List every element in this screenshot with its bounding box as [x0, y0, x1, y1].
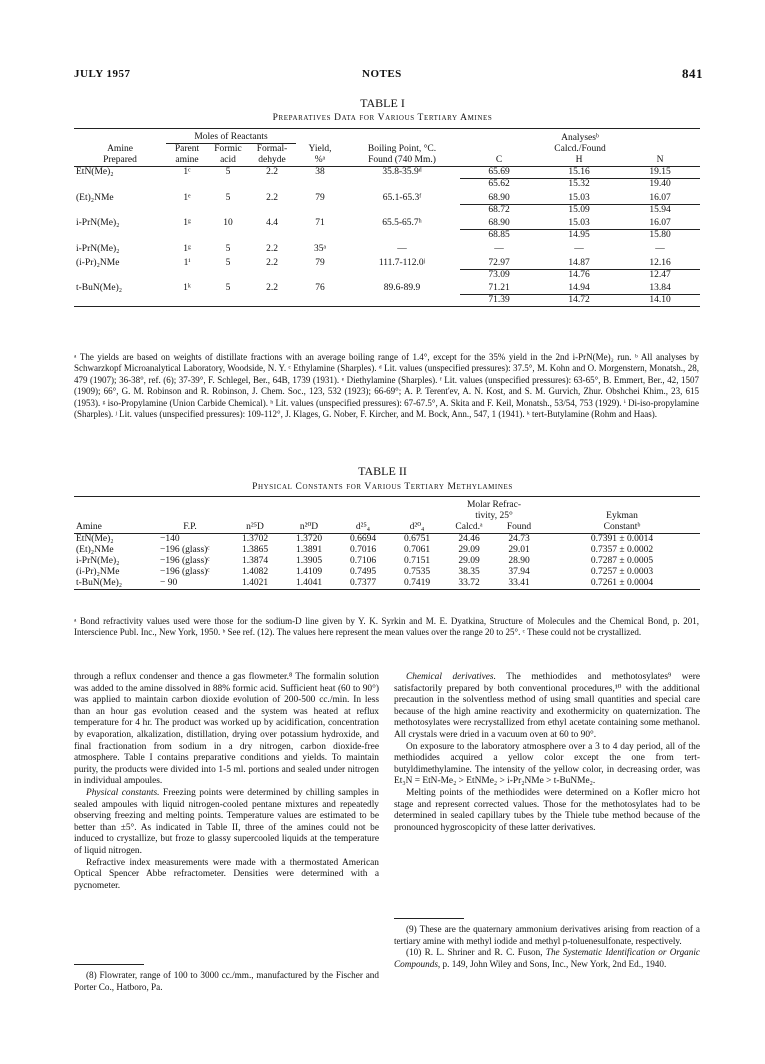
- table1-cell-bp: 65.5-65.7ʰ: [382, 218, 422, 228]
- table2-cell-d20: 0.7419: [403, 578, 431, 588]
- table2-row: [74, 534, 700, 546]
- table1-cell-formal: 2.2: [266, 192, 278, 203]
- table1-cell-bp: [344, 204, 460, 218]
- table2-header-calcd: Calcd.ᵃ: [455, 522, 483, 532]
- table1-header-formal-1: Formal-: [256, 144, 288, 154]
- table1-cell-h: 15.16: [538, 167, 620, 179]
- table1-footnotes: ᵃ The yields are based on weights of distillate fractions with an average boiling range of 1.4°, except for the 35% yield in the 2nd i-PrN(Me)₂ run. ᵇ All analyses by Schwarzkopf Microanalytical Laboratory, Woodside, N. Y. ᶜ Ethylamine (Sharples). ᵈ Lit. values (unspecified pressures): 37.5°, M. Kohn and O. Morgenstern, Monatsh., 28, 479 (1907); 36-38°, ref. (6); 37-39°, F. Schlegel, Ber., 64B, 1739 (1931). ᵉ Diethylamine (Sharples). ᶠ Lit. values (unspecified pressures): 63-65°, B. Emmert, Ber., 42, 1507 (1909); 66°, G. M. Robinson and R. Robinson, J. Chem. Soc., 123, 532 (1923); 66-69°; A. P. Terent'ev, A. N. Kost, and S. M. Gurvich, Zhur. Obshchei Khim., 23, 615 (1953). ᵍ iso-Propylamine (Union Carbide Chemical). ʰ Lit. values (unspecified pressures): 67-67.5°, A. Skita and F. Keil, Monatsh., 53/54, 753 (1929). ⁱ Di-iso-propylamine (Sharples). ʲ Lit. values (unspecified pressures): 109-112°, J. Klages, G. Nober, F. Kircher, and M. Bock, Ann., 547, 1 (1941). ᵏ tert-Butylamine (Rohm and Haas).: [74, 352, 699, 420]
- table2-cell-found: 37.94: [508, 567, 530, 577]
- table1-cell-amine: (i-Pr)₂NMe: [76, 257, 120, 268]
- table1-cell-formic: [208, 179, 248, 193]
- table2-cell-amine: EtN(Me)₂: [76, 534, 114, 544]
- table1-header-amine-2: Prepared: [103, 155, 137, 165]
- table1-header-formic-2: acid: [220, 155, 236, 165]
- table1-cell-parent: 1ᵍ: [183, 218, 191, 228]
- table1-cell-parent: [166, 269, 208, 283]
- table2-title: TABLE II: [358, 464, 407, 478]
- table1-cell-n: 16.07: [620, 193, 700, 205]
- table2-cell-amine: (Et)₂NMe: [76, 545, 114, 555]
- table1-row: [74, 295, 700, 307]
- table2-cell-d20: 0.7061: [403, 545, 431, 555]
- table1: [74, 128, 700, 307]
- table1-row: [74, 193, 700, 205]
- table2-header-d25: d²⁵₄: [355, 522, 371, 532]
- table1-cell-c: 68.90: [460, 218, 538, 230]
- table2-cell-n25: 1.3702: [241, 534, 269, 544]
- left-paragraph-2-heading: Physical constants.: [86, 787, 160, 798]
- table1-cell-yield: [296, 179, 344, 193]
- table1-cell-c: —: [494, 243, 504, 254]
- table2-cell-n20: 1.4041: [295, 578, 323, 588]
- table1-cell-n: 16.07: [620, 218, 700, 230]
- right-paragraph-1-text: The methiodides and methotosylates⁹ were satisfactorily prepared by both conventional procedures,¹⁰ with the additional precaution in the solventless method of using small quantities and special care because of the high amine reactivity and exothermicity on quaternization. The methotosylates were recrystallized from ethyl acetate containing some methanol. All crystals were dried in a vacuum oven at 60 to 90°.: [394, 672, 700, 740]
- table1-cell-yield: 38: [315, 167, 325, 177]
- table1-header-bp-1: Boiling Point, °C.: [367, 144, 437, 154]
- table1-header-yield-1: Yield,: [308, 144, 332, 154]
- table1-cell-formic: 5: [225, 283, 231, 293]
- table1-cell-parent: [166, 295, 208, 307]
- table2-cell-found: 28.90: [508, 556, 530, 566]
- table1-cell-c: 72.97: [460, 258, 538, 270]
- table1-cell-bp: [344, 179, 460, 193]
- table2-cell-eykman: 0.7261 ± 0.0004: [590, 578, 654, 588]
- table2-cell-d25: 0.7377: [349, 578, 377, 588]
- table1-cell-formal: [248, 269, 296, 283]
- table1-cell-bp: —: [397, 243, 407, 254]
- left-column: [74, 672, 379, 892]
- table2-cell-d25: 0.7106: [349, 556, 377, 566]
- table1-cell-parent: 1ᵏ: [183, 283, 191, 293]
- page-number: 841: [682, 66, 703, 81]
- table2-row: [74, 567, 700, 578]
- table2-cell-found: 29.01: [508, 545, 530, 555]
- table1-cell-amine: i-PrN(Me)₂: [76, 243, 120, 254]
- table2-cell-n25: 1.4082: [241, 567, 269, 577]
- footnote-10-b: , p. 149, John Wiley and Sons, Inc., New York, 2nd Ed., 1940.: [437, 958, 667, 969]
- table2-header-n20: n²⁰D: [299, 522, 319, 532]
- table2-cell-calcd: 29.09: [458, 545, 480, 555]
- table1-cell-amine: [74, 230, 166, 244]
- table2-footnotes: ᵃ Bond refractivity values used were those for the sodium-D line given by Y. K. Syrkin and M. E. Dyatkina, Structure of Molecules and the Chemical Bond, p. 201, Interscience Publ. Inc., New York, 1950. ᵇ See ref. (12). The values here represent the mean values over the range 20 to 25°. ᶜ These could not be crystallized.: [74, 616, 699, 638]
- table1-row: [74, 230, 700, 244]
- table1-cell-h: 14.76: [568, 269, 590, 280]
- left-paragraph-2: [74, 788, 379, 858]
- right-footnotes: [394, 924, 700, 970]
- table1-cell-h: 14.72: [568, 295, 590, 305]
- table1-cell-amine: i-PrN(Me)₂: [76, 218, 120, 228]
- table1-cell-yield: 76: [315, 283, 325, 293]
- left-paragraph-1: through a reflux condenser and thence a gas flowmeter.⁸ The formalin solution was added to the amine dissolved in 88% formic acid. Sufficient heat (60 to 90°) was applied to maintain carbon dioxide evolution of 200-500 cc./min. In less than an hour gas evolution ceased and the system was heated at reflux temperature for 4 hr. The product was worked up by acidification, concentration by evaporation, alkalization, distillation, drying over potassium hydroxide, and final fractionation from sodium in a dry nitrogen, carbon dioxide-free atmosphere. Table I contains preparative conditions and yields. To maintain purity, the products were divided into 1-5 ml. portions and sealed under nitrogen in individual ampoules.: [74, 672, 379, 787]
- table1-cell-h: 15.03: [538, 193, 620, 205]
- table1-row: [74, 218, 700, 230]
- table1-cell-amine: [74, 204, 166, 218]
- table1-cell-amine: [74, 295, 166, 307]
- footnote-10-title: The Systematic Identification or Organic Compounds: [394, 947, 700, 969]
- table1-cell-n: —: [655, 243, 665, 254]
- table2-cell-n25: 1.4021: [241, 578, 269, 588]
- table1-header-moles: Moles of Reactants: [166, 129, 296, 144]
- table1-cell-h: 14.95: [568, 230, 590, 240]
- table2-header-n25: n²⁵D: [246, 522, 264, 532]
- table2-cell-d25: 0.6694: [349, 534, 377, 544]
- table1-cell-formal: 2.2: [266, 167, 278, 177]
- table1-cell-h: 14.94: [538, 283, 620, 295]
- table1-cell-amine: [74, 179, 166, 193]
- table1-header-analyses: Analysesᵇ: [561, 132, 599, 143]
- table1-cell-n: 15.80: [649, 230, 671, 240]
- table1-cell-amine: EtN(Me)₂: [76, 167, 114, 177]
- right-paragraph-3: Melting points of the methiodides were determined on a Kofler micro hot stage and represent corrected values. Those for the methotosylates had to be determined in sealed capillary tubes by the Thiele tube method because of the pronounced hygroscopicity of these latter derivatives.: [394, 787, 700, 833]
- table1-cell-yield: 79: [315, 192, 325, 203]
- table2-cell-fp: −196 (glass)ᶜ: [160, 567, 210, 577]
- table2-cell-d25: 0.7495: [349, 567, 377, 577]
- table2-cell-eykman: 0.7287 ± 0.0005: [590, 556, 654, 566]
- footnote-10: [394, 947, 700, 970]
- table1-cell-formic: 5: [225, 192, 231, 203]
- table1-cell-yield: 35ᵃ: [313, 243, 327, 254]
- table2-cell-n20: 1.4109: [295, 567, 323, 577]
- table2-cell-d20: 0.6751: [403, 534, 431, 544]
- table1-cell-c: 68.85: [488, 230, 510, 240]
- table1-cell-n: 12.47: [649, 269, 671, 280]
- table1-row: [74, 167, 700, 179]
- table1-header-formal-2: dehyde: [258, 155, 286, 165]
- table1-cell-formic: 5: [225, 167, 231, 177]
- table1-header-formic-1: Formic: [214, 144, 242, 154]
- table2-cell-fp: −140: [160, 534, 180, 544]
- table1-cell-n: 13.84: [620, 283, 700, 295]
- table2-cell-amine: (i-Pr)₂NMe: [76, 567, 120, 577]
- table2-cell-d25: 0.7016: [349, 545, 377, 555]
- table2-cell-eykman: 0.7357 ± 0.0002: [590, 545, 654, 555]
- table1-header-parent-2: amine: [175, 155, 199, 165]
- table1-cell-formal: [248, 204, 296, 218]
- table1-header-c: C: [495, 155, 503, 165]
- table1-row: [74, 204, 700, 218]
- table2-cell-d20: 0.7535: [403, 567, 431, 577]
- table1-cell-n: 15.94: [649, 204, 671, 215]
- table1-cell-c: 71.21: [460, 283, 538, 295]
- table1-cell-bp: 65.1-65.3ᶠ: [382, 192, 422, 203]
- table1-cell-n: 12.16: [620, 258, 700, 270]
- table1-cell-amine: (Et)₂NMe: [76, 192, 114, 203]
- table2-caption: Physical Constants for Various Tertiary Methylamines: [252, 482, 513, 492]
- table2-cell-calcd: 24.46: [458, 534, 480, 544]
- table1-cell-yield: [296, 230, 344, 244]
- table1-cell-formal: [248, 179, 296, 193]
- running-head-date: JULY 1957: [74, 68, 131, 80]
- footnote-rule-right: [394, 918, 464, 919]
- table1-title: TABLE I: [360, 96, 405, 110]
- table2-cell-calcd: 29.09: [458, 556, 480, 566]
- table2-cell-n20: 1.3891: [295, 545, 323, 555]
- table1-cell-yield: [296, 269, 344, 283]
- table1-cell-bp: 89.6-89.9: [383, 283, 421, 293]
- table1-cell-h: 15.03: [538, 218, 620, 230]
- table2-header-amine: Amine: [76, 522, 102, 532]
- table1-cell-amine: [74, 269, 166, 283]
- table2-row: [74, 556, 700, 567]
- table2-cell-calcd: 33.72: [458, 578, 480, 588]
- table2: [74, 496, 700, 590]
- table2-cell-fp: −196 (glass)ᶜ: [160, 545, 210, 555]
- table1-cell-formal: 2.2: [266, 283, 278, 293]
- table1-header-n: N: [656, 155, 664, 165]
- table2-header-molar-1: Molar Refrac-: [466, 500, 522, 510]
- right-column: [394, 672, 700, 834]
- table1-cell-formic: [208, 230, 248, 244]
- table1-cell-formal: 2.2: [266, 243, 278, 254]
- table1-header-yield-2: %ᵃ: [314, 155, 326, 165]
- table1-cell-n: 19.40: [649, 179, 671, 189]
- table1-cell-c: 68.90: [460, 193, 538, 205]
- table1-cell-yield: 71: [315, 218, 325, 228]
- table2-header-molar-2: tivity, 25°: [475, 511, 513, 521]
- table1-row: [74, 179, 700, 193]
- table1-cell-formic: [208, 295, 248, 307]
- table1-cell-bp: [344, 230, 460, 244]
- table2-cell-found: 24.73: [508, 534, 530, 544]
- table2-cell-n25: 1.3865: [241, 545, 269, 555]
- table1-header-bp-2: Found (740 Mm.): [368, 155, 436, 165]
- table1-row: [74, 258, 700, 270]
- table2-header-eykman-2: Constantᵇ: [603, 522, 641, 532]
- table2-row: [74, 545, 700, 556]
- table2-cell-d20: 0.7151: [403, 556, 431, 566]
- table1-cell-parent: 1ᵉ: [183, 192, 191, 203]
- footnote-10-a: (10) R. L. Shriner and R. C. Fuson,: [406, 947, 546, 958]
- footnote-rule-left: [74, 964, 144, 965]
- table1-cell-parent: [166, 230, 208, 244]
- table1-cell-h: 15.09: [568, 204, 590, 215]
- table2-header-fp: F.P.: [183, 522, 197, 532]
- table1-cell-formic: [208, 269, 248, 283]
- right-paragraph-2: On exposure to the laboratory atmosphere over a 3 to 4 day period, all of the methiodides acquired a yellow color except the one from tert-butyldimethylamine. The intensity of the yellow color, in decreasing order, was Et₃N = EtN-Me₂ > EtNMe₂ > i-Pr₂NMe > t-BuNMe₂.: [394, 741, 700, 787]
- table1-cell-c: 65.69: [460, 167, 538, 179]
- table2-cell-amine: t-BuN(Me)₂: [76, 578, 123, 588]
- table2-header-d20: d²⁰₄: [409, 522, 425, 532]
- table1-cell-bp: 35.8-35.9ᵈ: [382, 167, 422, 177]
- left-paragraph-3: Refractive index measurements were made with a thermostated American Optical Spencer Abbe refractometer. Densities were determined with a pycnometer.: [74, 857, 379, 891]
- table2-cell-eykman: 0.7257 ± 0.0003: [590, 567, 654, 577]
- left-paragraph-2-text: Freezing points were determined by chilling samples in sealed ampoules with liquid nitrogen-cooled pentane mixtures and repeatedly observing freezing and melting points. Temperature values are estimated to be better than ±5°. As indicated in Table II, three of the amines could not be induced to crystallize, but froze to glassy supercooled liquids at the temperature of liquid nitrogen.: [74, 787, 379, 856]
- table1-header-parent-1: Parent: [174, 144, 200, 154]
- table1-cell-formic: 5: [225, 257, 231, 268]
- table1-cell-n: 19.15: [620, 167, 700, 179]
- right-paragraph-1: [394, 672, 700, 742]
- table1-cell-c: 68.72: [488, 204, 510, 215]
- table1-cell-formal: [248, 295, 296, 307]
- table2-cell-n20: 1.3720: [295, 534, 323, 544]
- table2-cell-fp: −196 (glass)ᶜ: [160, 556, 210, 566]
- table2-cell-n25: 1.3874: [241, 556, 269, 566]
- table1-cell-amine: t-BuN(Me)₂: [76, 283, 123, 293]
- table1-cell-h: 14.87: [538, 258, 620, 270]
- table1-caption: Preparatives Data for Various Tertiary Amines: [272, 113, 493, 123]
- footnote-8: (8) Flowrater, range of 100 to 3000 cc./mm., manufactured by the Fischer and Porter Co., Hatboro, Pa.: [74, 970, 379, 992]
- table1-cell-yield: [296, 295, 344, 307]
- footnote-9: (9) These are the quaternary ammonium derivatives arising from reaction of a tertiary amine with methyl iodide and methyl p-toluenesulfonate, respectively.: [394, 924, 700, 946]
- table2-row: [74, 578, 700, 590]
- table1-row: [74, 269, 700, 283]
- table1-cell-formic: [208, 204, 248, 218]
- table2-cell-n20: 1.3905: [295, 556, 323, 566]
- table1-cell-parent: 1ᶜ: [183, 167, 191, 177]
- table2-header-eykman-1: Eykman: [606, 511, 638, 521]
- table2-header-found: Found: [506, 522, 532, 532]
- table1-cell-n: 14.10: [649, 295, 671, 305]
- table1-cell-h: —: [574, 243, 584, 254]
- table1-cell-formal: [248, 230, 296, 244]
- running-head-section: NOTES: [362, 68, 402, 80]
- table1-cell-formic: 5: [225, 243, 231, 254]
- table1-header-analyses-2: Calcd./Found: [554, 144, 606, 154]
- table1-header-amine-1: Amine: [107, 144, 133, 154]
- table1-cell-c: 65.62: [488, 179, 510, 189]
- table1-cell-bp: 111.7-112.0ʲ: [378, 257, 426, 268]
- table1-cell-c: 73.09: [488, 269, 510, 280]
- table2-cell-calcd: 38.35: [458, 567, 480, 577]
- table1-cell-formal: 2.2: [266, 257, 278, 268]
- right-paragraph-1-heading: Chemical derivatives.: [406, 672, 496, 682]
- table2-cell-amine: i-PrN(Me)₂: [76, 556, 120, 566]
- table1-cell-bp: [344, 295, 460, 307]
- table1-row: [74, 244, 700, 258]
- table1-cell-parent: [166, 179, 208, 193]
- table1-cell-yield: [296, 204, 344, 218]
- table1-row: [74, 283, 700, 295]
- table1-cell-bp: [344, 269, 460, 283]
- table1-cell-c: 71.39: [488, 295, 510, 305]
- table2-cell-found: 33.41: [508, 578, 530, 588]
- table2-cell-fp: − 90: [160, 578, 178, 588]
- table1-cell-formic: 10: [223, 218, 233, 228]
- table1-header-h: H: [575, 155, 583, 165]
- left-footnotes: [74, 970, 379, 993]
- table1-cell-h: 15.32: [568, 179, 590, 189]
- table1-cell-yield: 79: [315, 257, 325, 268]
- table1-cell-parent: [166, 204, 208, 218]
- table1-cell-parent: 1ⁱ: [183, 257, 191, 268]
- table1-cell-formal: 4.4: [266, 218, 278, 228]
- table2-cell-eykman: 0.7391 ± 0.0014: [590, 534, 654, 544]
- table1-cell-parent: 1ᵍ: [183, 243, 191, 254]
